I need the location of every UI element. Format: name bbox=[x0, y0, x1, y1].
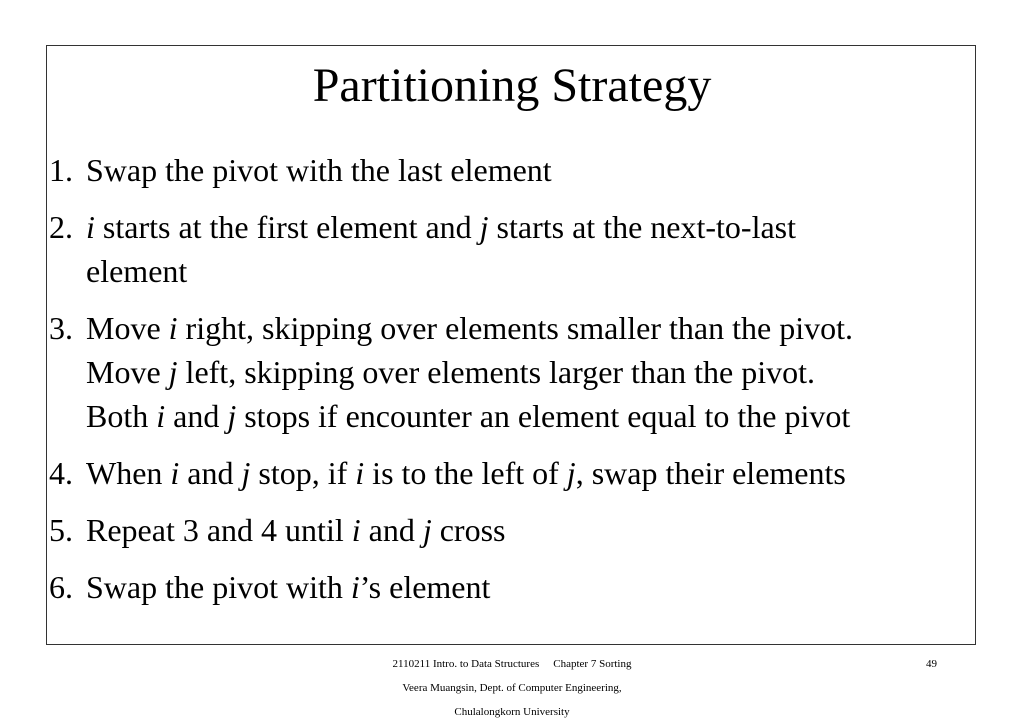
step-text-segment: left, skipping over elements larger than the pivot. bbox=[177, 354, 816, 390]
step-item bbox=[49, 205, 979, 293]
slide-footer bbox=[0, 652, 1024, 724]
page-number: 49 bbox=[926, 658, 937, 670]
variable-name: i bbox=[86, 209, 95, 245]
step-line bbox=[86, 148, 979, 192]
step-text-segment: and bbox=[360, 512, 423, 548]
step-list bbox=[49, 148, 979, 622]
step-text-segment: starts at the first element and bbox=[94, 209, 480, 245]
step-line bbox=[86, 508, 979, 552]
step-text bbox=[86, 148, 979, 192]
step-number: 6. bbox=[49, 569, 73, 605]
footer-university: Chulalongkorn University bbox=[454, 706, 570, 718]
slide-title: Partitioning Strategy bbox=[312, 59, 712, 112]
step-text-segment: Both bbox=[86, 398, 157, 434]
step-text-segment: stop, if bbox=[250, 455, 356, 491]
step-text-segment: is to the left of bbox=[364, 455, 567, 491]
step-text bbox=[86, 451, 979, 495]
variable-name: j bbox=[422, 512, 432, 548]
step-item bbox=[49, 306, 979, 438]
step-line bbox=[86, 205, 979, 249]
step-text-segment: , swap their elements bbox=[575, 455, 846, 491]
step-text-segment: cross bbox=[431, 512, 506, 548]
step-text-segment: right, skipping over elements smaller than the pivot. bbox=[177, 310, 853, 346]
step-text-segment: element bbox=[86, 253, 188, 289]
variable-name: i bbox=[170, 455, 180, 491]
variable-name: i bbox=[168, 310, 178, 346]
step-item bbox=[49, 148, 979, 192]
footer-course-line bbox=[0, 652, 1024, 676]
step-text-segment: and bbox=[165, 398, 228, 434]
step-line bbox=[86, 306, 979, 350]
variable-name: j bbox=[479, 209, 489, 245]
step-text-segment: and bbox=[179, 455, 242, 491]
step-text bbox=[86, 306, 979, 438]
step-number: 1. bbox=[49, 152, 73, 188]
step-text bbox=[86, 565, 979, 609]
step-text-segment: Swap the pivot with the last element bbox=[86, 152, 552, 188]
variable-name: j bbox=[227, 398, 237, 434]
step-line bbox=[86, 451, 979, 495]
step-line bbox=[86, 249, 979, 293]
footer-author: Veera Muangsin, Dept. of Computer Engineering, bbox=[402, 682, 622, 694]
step-number: 2. bbox=[49, 209, 73, 245]
step-line bbox=[86, 394, 979, 438]
variable-name: j bbox=[241, 455, 251, 491]
step-text-segment: When bbox=[86, 455, 171, 491]
variable-name: i bbox=[350, 569, 360, 605]
step-text bbox=[86, 205, 979, 293]
variable-name: j bbox=[168, 354, 178, 390]
variable-name: j bbox=[566, 455, 576, 491]
variable-name: i bbox=[156, 398, 166, 434]
variable-name: i bbox=[351, 512, 361, 548]
step-line bbox=[86, 350, 979, 394]
step-item bbox=[49, 565, 979, 609]
step-number: 5. bbox=[49, 512, 73, 548]
step-text-segment: Move bbox=[86, 310, 169, 346]
step-line bbox=[86, 565, 979, 609]
footer-course: 2110211 Intro. to Data Structures bbox=[392, 658, 540, 670]
step-text-segment: starts at the next-to-last bbox=[488, 209, 797, 245]
step-number: 3. bbox=[49, 310, 73, 346]
step-text-segment: Move bbox=[86, 354, 169, 390]
step-item bbox=[49, 508, 979, 552]
step-item bbox=[49, 451, 979, 495]
step-text bbox=[86, 508, 979, 552]
step-text-segment: Repeat 3 and 4 until bbox=[86, 512, 352, 548]
footer-chapter: Chapter 7 Sorting bbox=[553, 658, 632, 670]
step-number: 4. bbox=[49, 455, 73, 491]
step-text-segment: stops if encounter an element equal to the pivot bbox=[236, 398, 851, 434]
step-text-segment: Swap the pivot with bbox=[86, 569, 351, 605]
step-text-segment: ’s element bbox=[359, 569, 491, 605]
variable-name: i bbox=[355, 455, 365, 491]
